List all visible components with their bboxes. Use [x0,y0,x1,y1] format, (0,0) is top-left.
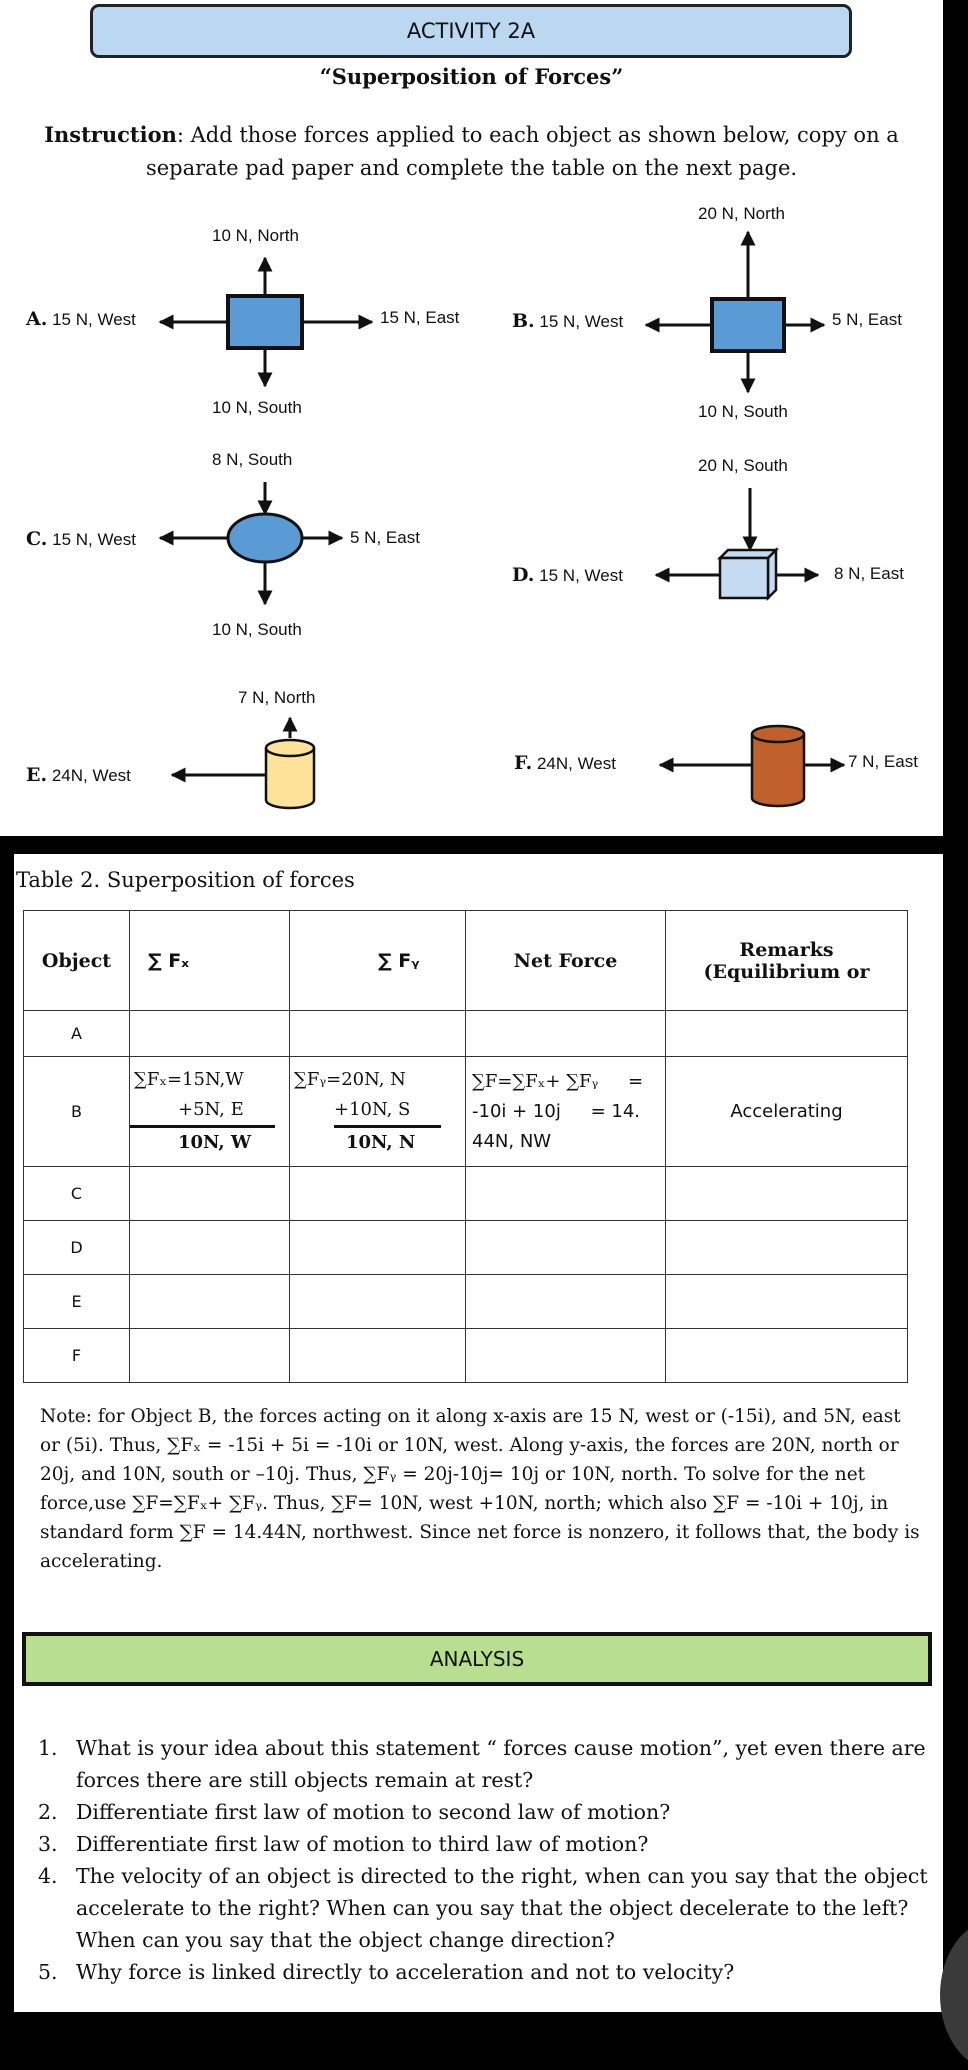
row-b-fx [130,1057,290,1167]
diagram-c-north-label: 8 N, South [212,450,293,469]
row-b-fy [290,1057,466,1167]
diagram-a-north-label: 10 N, North [212,226,299,245]
question-text: Differentiate first law of motion to third law of motion? [76,1832,649,1856]
row-b-fy-line2: +10N, S [334,1095,441,1128]
diagram-b-letter: B. [512,310,535,332]
question-number: 2. [38,1800,58,1824]
overlay-scroll-handle[interactable] [940,1920,968,2070]
question-item [38,1956,928,1988]
diagram-a-south-label: 10 N, South [212,398,302,417]
row-b-net-line2: = -10i + 10j [472,1070,644,1122]
diagram-d-west-text: 15 N, West [539,566,623,585]
diagram-f-west-text: 24N, West [536,754,616,773]
table-row [24,1221,908,1275]
activity-title: ACTIVITY 2A [406,19,536,43]
instruction-text: : Add those forces applied to each object as shown below, copy on a separate pad paper and complete the table on the next page. [145,123,899,180]
question-text: The velocity of an object is directed to the right, when can you say that the object accelerate to the right? When can you say that the object decelerate to the left? When can you say that the object change direction? [76,1864,928,1952]
table-row [24,1275,908,1329]
analysis-banner [22,1632,932,1686]
question-number: 5. [38,1960,58,1984]
superposition-table [23,910,908,1383]
diagram-f-letter: F. [514,752,533,774]
diagram-e-letter: E. [26,764,48,786]
row-f-fx [130,1329,290,1383]
row-b-fx-line2: +5N, E [130,1095,275,1128]
row-b-object: B [24,1057,130,1167]
diagram-e-west-label [26,764,131,786]
row-b-net-line1: ∑F=∑Fₓ+ ∑Fᵧ [472,1070,599,1092]
diagram-d-east-label: 8 N, East [834,564,904,583]
row-b-fx-result: 10N, W [178,1132,252,1153]
diagram-a-west-text: 15 N, West [52,310,136,329]
diagram-e-north-label: 7 N, North [238,688,316,707]
row-f-remarks [666,1329,908,1383]
object-f-cylinder [752,726,804,806]
table-row [24,1329,908,1383]
row-d-fy [290,1221,466,1275]
object-e-cylinder [266,740,314,808]
table-caption: Table 2. Superposition of forces [16,868,355,892]
diagram-b-west-label [512,310,623,332]
diagram-a-west-label [26,308,136,330]
row-b-net-line3: = 14. 44N, NW [472,1100,641,1152]
object-a-box [228,296,302,348]
diagram-e-west-text: 24N, West [51,766,131,785]
instruction-label: Instruction [44,122,177,147]
diagram-d-north-label: 20 N, South [698,456,788,475]
row-f-net [466,1329,666,1383]
diagram-c-west-text: 15 N, West [52,530,136,549]
diagram-f-west-label [514,752,616,774]
question-item [38,1732,928,1796]
question-number: 4. [38,1864,58,1888]
diagram-d-letter: D. [512,564,535,586]
header-object: Object [24,911,130,1011]
table-row [24,1057,908,1167]
row-b-remarks: Accelerating [666,1057,908,1167]
force-diagrams [0,0,943,836]
question-number: 3. [38,1832,58,1856]
row-a-fy [290,1011,466,1057]
row-b-net [466,1057,666,1167]
header-sum-fy: ∑ Fᵧ [290,911,466,1011]
question-text: Differentiate first law of motion to second law of motion? [76,1800,671,1824]
question-text: What is your idea about this statement “ forces cause motion”, yet even there are forces there are still objects remain at rest? [76,1736,926,1792]
analysis-title: ANALYSIS [429,1647,525,1671]
diagram-a-letter: A. [26,308,48,330]
analysis-questions [38,1732,928,1988]
row-d-fx [130,1221,290,1275]
diagram-c-west-label [26,528,136,550]
diagram-c-east-label: 5 N, East [350,528,420,547]
diagram-f-east-label: 7 N, East [848,752,918,771]
question-item [38,1796,928,1828]
row-b-fx-line1: ∑Fₓ=15N,W [134,1069,244,1090]
row-c-fy [290,1167,466,1221]
table-header-row [24,911,908,1011]
row-d-remarks [666,1221,908,1275]
row-c-net [466,1167,666,1221]
row-e-fx [130,1275,290,1329]
activity-subtitle: “Superposition of Forces” [319,64,624,89]
object-d-cube [720,550,776,598]
row-e-fy [290,1275,466,1329]
diagram-a-east-label: 15 N, East [380,308,460,327]
row-c-object: C [24,1167,130,1221]
diagram-b-north-label: 20 N, North [698,204,785,223]
question-text: Why force is linked directly to acceleration and not to velocity? [76,1960,735,1984]
row-f-object: F [24,1329,130,1383]
diagram-d-west-label [512,564,623,586]
row-b-fy-result: 10N, N [346,1132,416,1153]
question-item [38,1828,928,1860]
row-f-fy [290,1329,466,1383]
row-d-net [466,1221,666,1275]
row-a-net [466,1011,666,1057]
diagram-b-south-label: 10 N, South [698,402,788,421]
row-b-fy-line1: ∑Fᵧ=20N, N [294,1069,406,1090]
diagram-c-letter: C. [26,528,48,550]
diagram-b-east-label: 5 N, East [832,310,902,329]
question-number: 1. [38,1736,58,1760]
object-c-ellipse [228,514,302,562]
header-remarks: Remarks (Equilibrium or [666,911,908,1011]
row-c-fx [130,1167,290,1221]
row-e-object: E [24,1275,130,1329]
header-net-force: Net Force [466,911,666,1011]
row-a-object: A [24,1011,130,1057]
question-item [38,1860,928,1956]
row-e-net [466,1275,666,1329]
header-sum-fx: ∑ Fₓ [130,911,290,1011]
table-row [24,1011,908,1057]
object-b-box [712,299,784,351]
table-row [24,1167,908,1221]
row-e-remarks [666,1275,908,1329]
row-a-fx [130,1011,290,1057]
row-a-remarks [666,1011,908,1057]
diagram-b-west-text: 15 N, West [539,312,624,331]
row-d-object: D [24,1221,130,1275]
diagram-c-south-label: 10 N, South [212,620,302,639]
note-paragraph: Note: for Object B, the forces acting on it along x-axis are 15 N, west or (-15i), and 5N, east or (5i). Thus, ∑Fₓ = -15i + 5i = -10i or 10N, west. Along y-axis, the forces are 20N, north or 20j, and 10N, south or –10j. Thus, ∑Fᵧ = 20j-10j= 10j or 10N, north. To solve for the net force,use ∑F=∑Fₓ+ ∑Fᵧ. Thus, ∑F= 10N, west +10N, north; which also ∑F = -10i + 10j, in standard form ∑F = 14.44N, northwest. Since net force is nonzero, it follows that, the body is accelerating. [40,1406,920,1572]
row-c-remarks [666,1167,908,1221]
